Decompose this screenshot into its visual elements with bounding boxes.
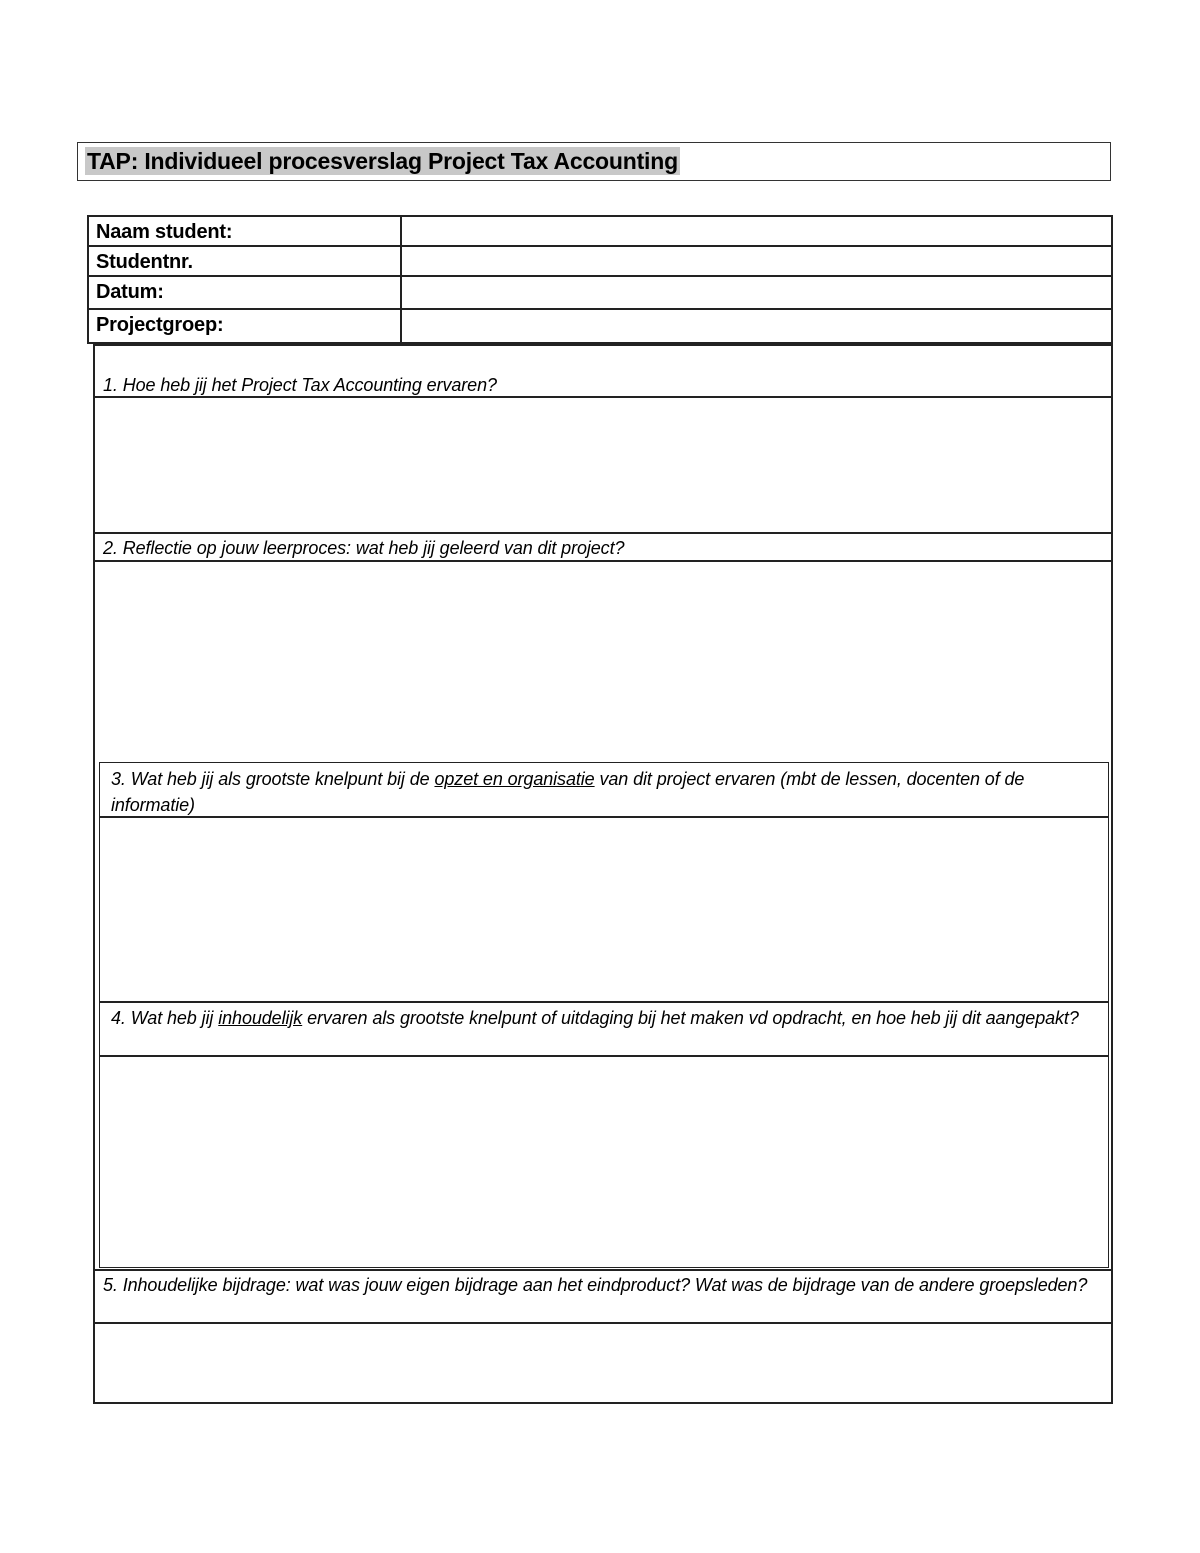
- label-projectgroep: Projectgroep:: [96, 314, 224, 336]
- question-4-line: [99, 1055, 1109, 1057]
- answer-1-area[interactable]: [96, 399, 1110, 531]
- input-datum[interactable]: [410, 280, 1105, 304]
- answer-3-line: [99, 1001, 1109, 1003]
- question-3: [111, 766, 1096, 818]
- question-2: 2. Reflectie op jouw leerproces: wat heb jij geleerd van dit project?: [103, 538, 625, 558]
- question-4-emphasis: inhoudelijk: [218, 1008, 303, 1028]
- question-1-line: [93, 396, 1113, 398]
- info-row-line: [87, 275, 1113, 277]
- label-naam-student: Naam student:: [96, 221, 233, 243]
- answer-3-area[interactable]: [102, 819, 1106, 999]
- input-studentnr[interactable]: [410, 250, 1105, 274]
- question-4: [111, 1005, 1096, 1031]
- answer-4-area[interactable]: [102, 1058, 1106, 1264]
- answer-2-area[interactable]: [96, 563, 1110, 759]
- label-datum: Datum:: [96, 281, 164, 303]
- question-3-line: [99, 816, 1109, 818]
- question-3-emphasis: opzet en organisatie: [434, 769, 595, 789]
- question-1: 1. Hoe heb jij het Project Tax Accounting ervaren?: [103, 375, 497, 395]
- answer-1-line: [93, 532, 1113, 534]
- question-5-line: [93, 1322, 1113, 1324]
- page-title: TAP: Individueel procesverslag Project Tax Accounting: [87, 148, 678, 174]
- info-table-divider: [400, 215, 402, 344]
- input-naam-student[interactable]: [410, 220, 1105, 244]
- input-projectgroep[interactable]: [410, 313, 1105, 337]
- title-box: [77, 142, 1111, 181]
- info-row-line: [87, 245, 1113, 247]
- info-row-line: [87, 308, 1113, 310]
- question-3-pre: 3. Wat heb jij als grootste knelpunt bij de: [111, 769, 435, 789]
- question-4-post: ervaren als grootste knelpunt of uitdaging bij het maken vd opdracht, en hoe heb jij dit aangepakt?: [302, 1008, 1079, 1028]
- question-5-top-line: [93, 1269, 1113, 1271]
- question-3-post: van dit project ervaren (mbt de lessen, docenten of de informatie): [111, 769, 1025, 815]
- answer-5-area[interactable]: [96, 1325, 1110, 1401]
- question-2-line: [93, 560, 1113, 562]
- label-studentnr: Studentnr.: [96, 251, 193, 273]
- question-4-pre: 4. Wat heb jij: [111, 1008, 219, 1028]
- question-5: 5. Inhoudelijke bijdrage: wat was jouw eigen bijdrage aan het eindproduct? Wat was de bijdrage van de andere groepsleden?: [103, 1275, 1088, 1295]
